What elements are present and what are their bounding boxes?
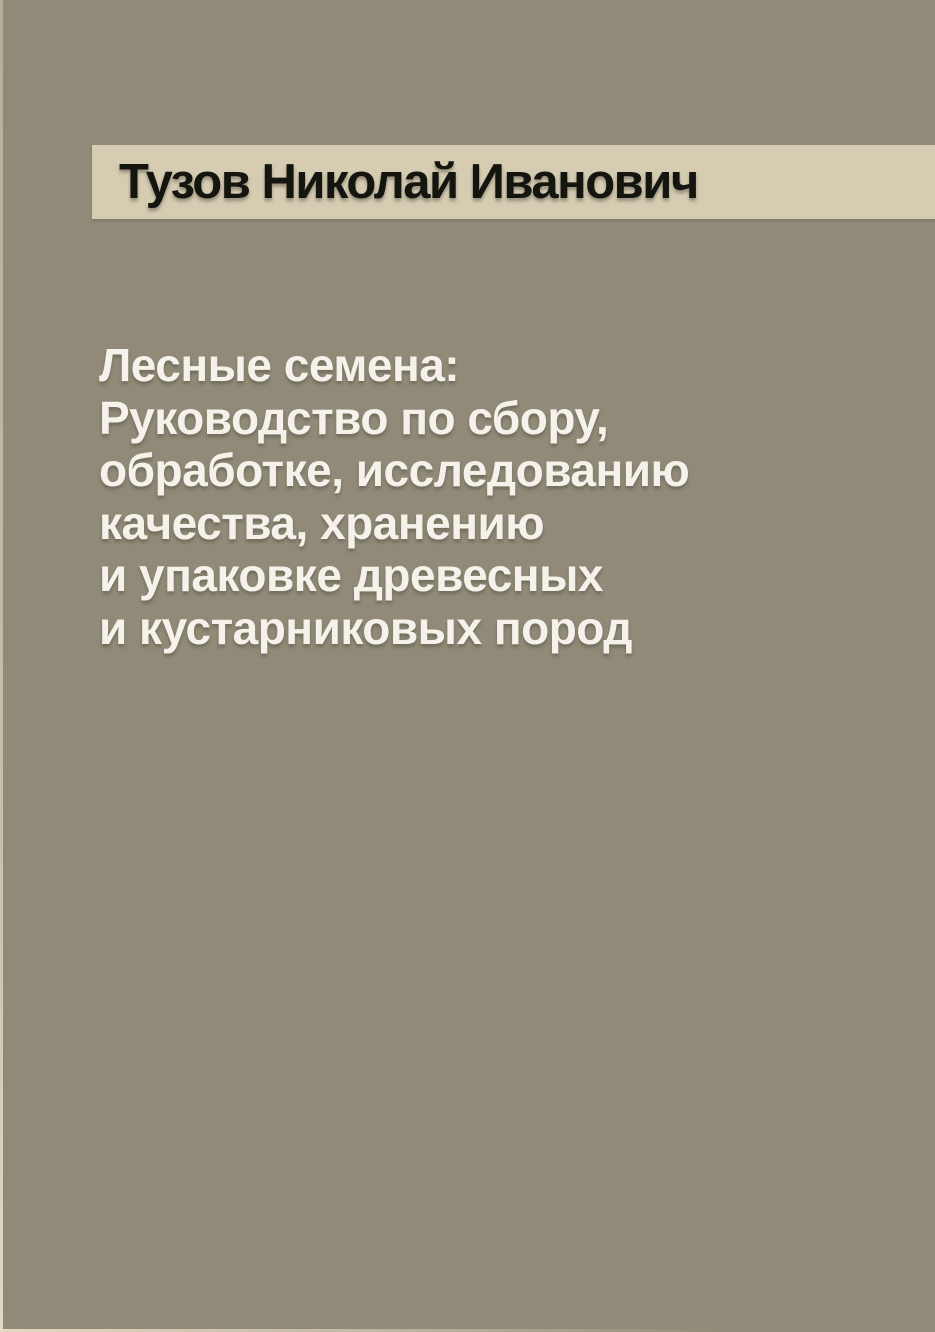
book-title [99, 339, 879, 654]
book-title-line: Лесные семена: [99, 339, 460, 391]
author-name: Тузов Николай Иванович [119, 155, 698, 209]
book-title-line: и упаковке древесных [99, 549, 603, 601]
book-title-line: обработке, исследованию [99, 444, 690, 496]
book-title-line: и кустарниковых пород [99, 601, 632, 654]
author-band [92, 145, 935, 219]
book-title-line: качества, хранению [99, 496, 545, 549]
book-title-line: Руководство по сбору, [99, 391, 609, 444]
left-edge-highlight [0, 0, 3, 1332]
